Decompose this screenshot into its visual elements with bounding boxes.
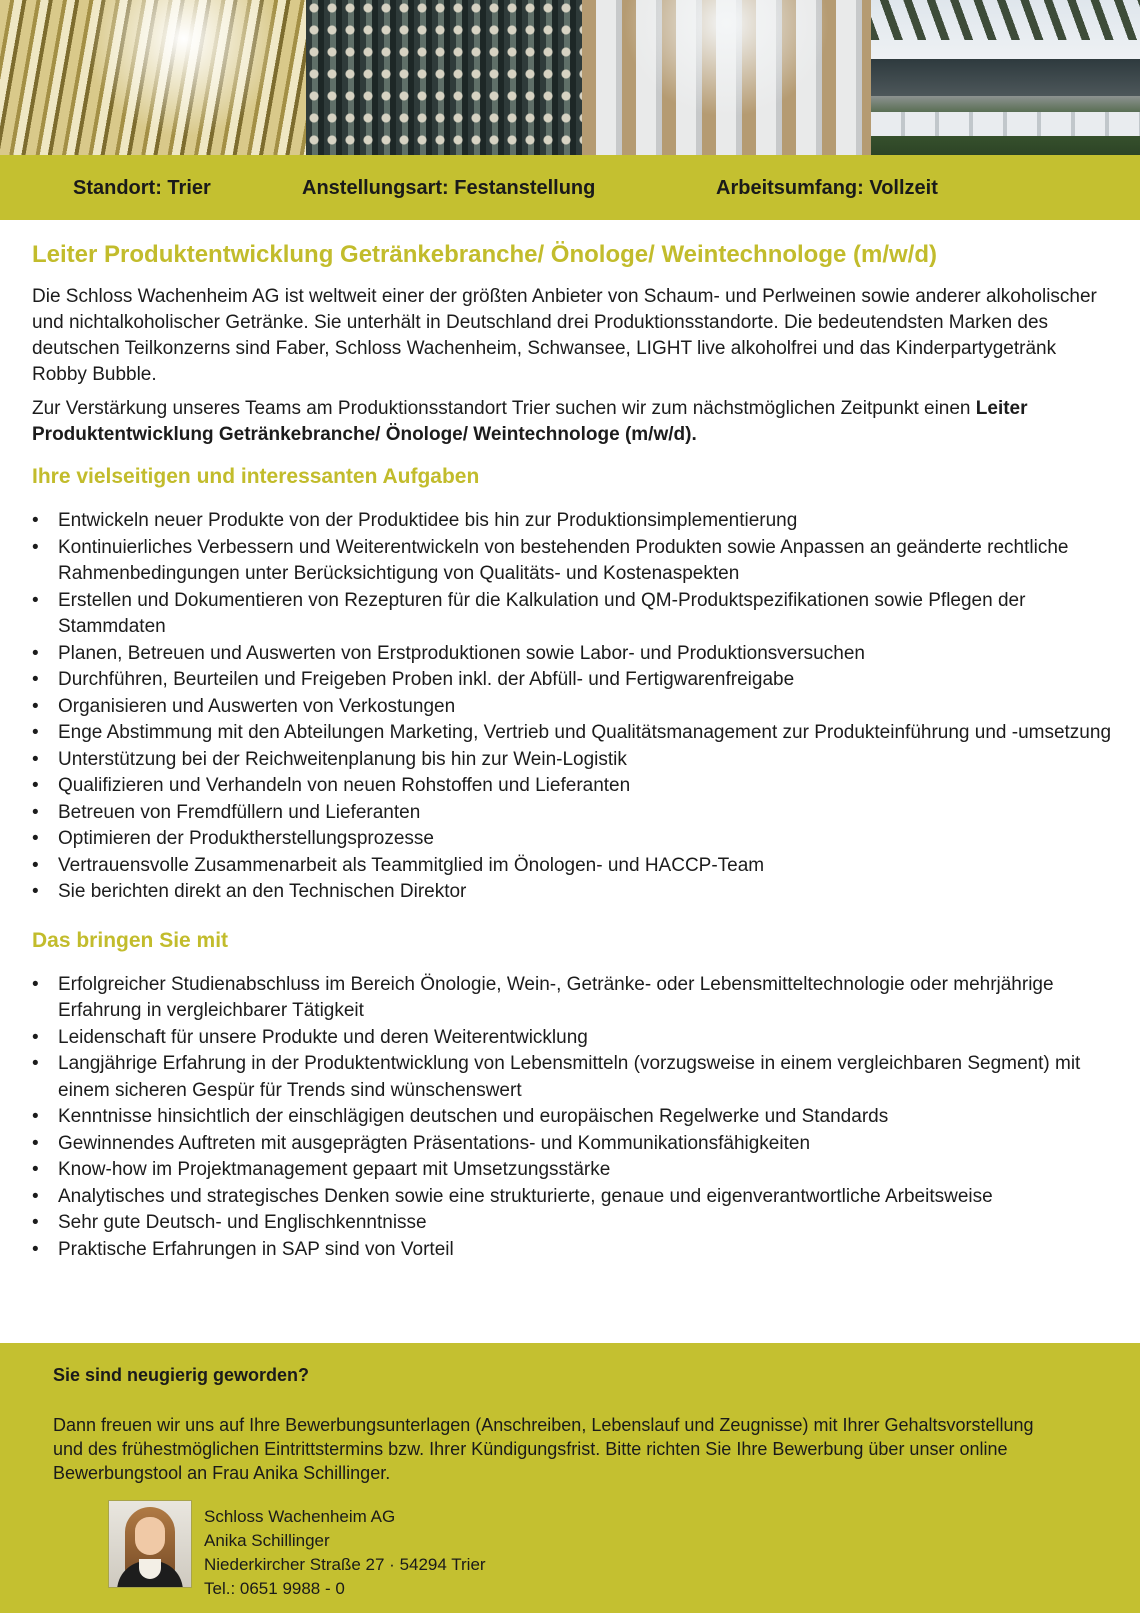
requirement-item: • Sehr gute Deutsch- und Englischkenntnisse — [32, 1210, 1112, 1237]
application-instructions: Dann freuen wir uns auf Ihre Bewerbungsunterlagen (Anschreiben, Lebenslauf und Zeugnisse) mit Ihrer Gehaltsvorstellung und des frühestmöglichen Eintrittstermins bzw. Ihrer Kündigungsfrist. Bitte richten Sie Ihre Bewerbung über unser online Bewerbungstool an Frau Anika Schillinger. — [53, 1415, 1034, 1483]
requirement-item: • Praktische Erfahrungen in SAP sind von Vorteil — [32, 1237, 1112, 1264]
search-lead-text: Zur Verstärkung unseres Teams am Produktionsstandort Trier suchen wir zum nächstmöglichen Zeitpunkt einen — [32, 398, 976, 419]
work-scope-label: Arbeitsumfang: Vollzeit — [716, 177, 938, 199]
search-position-bold: Leiter Produktentwicklung Getränkebranche/ Önologe/ Weintechnologe (m/w/d). — [32, 398, 1028, 445]
task-item: • Planen, Betreuen und Auswerten von Erstproduktionen sowie Labor- und Produktionsversuchen — [32, 641, 1112, 668]
employment-type-label: Anstellungsart: Festanstellung — [302, 177, 596, 199]
job-info-bar — [0, 155, 1140, 220]
search-paragraph — [32, 396, 1112, 448]
photo-company-building — [871, 0, 1140, 155]
profile-heading: Das bringen Sie mit — [32, 928, 229, 952]
requirement-item: • Gewinnendes Auftreten mit ausgeprägten Präsentations- und Kommunikationsfähigkeiten — [32, 1131, 1112, 1158]
photo-filling-machine — [582, 0, 871, 155]
task-item: • Enge Abstimmung mit den Abteilungen Marketing, Vertrieb und Qualitätsmanagement zur Produkteinführung und -umsetzung — [32, 720, 1112, 747]
contact-phone: Tel.: 0651 9988 - 0 — [204, 1579, 345, 1598]
contact-person-photo — [108, 1500, 192, 1588]
task-item: • Kontinuierliches Verbessern und Weiterentwickeln von bestehenden Produkten sowie Anpassen an geänderte rechtliche Rahmenbedingungen unter Berücksichtigung von Qualitäts- und Kostenaspekten — [32, 535, 1112, 588]
photo-bottle-line — [0, 0, 306, 155]
company-intro: Die Schloss Wachenheim AG ist weltweit einer der größten Anbieter von Schaum- und Perlweinen sowie anderer alkoholischer und nichtalkoholischer Getränke. Sie unterhält in Deutschland drei Produktionsstandorte. Die bedeutendsten Marken des deutschen Teilkonzerns sind Faber, Schloss Wachenheim, Schwansee, LIGHT live alkoholfrei und das Kinderpartygetränk Robby Bubble. — [32, 286, 1097, 385]
task-item: • Unterstützung bei der Reichweitenplanung bis hin zur Wein-Logistik — [32, 747, 1112, 774]
tasks-list — [32, 508, 1112, 906]
photo-bottles-corked — [306, 0, 582, 155]
task-item: • Durchführen, Beurteilen und Freigeben Proben inkl. der Abfüll- und Fertigwarenfreigabe — [32, 667, 1112, 694]
task-item: • Optimieren der Produktherstellungsprozesse — [32, 826, 1112, 853]
task-item: • Erstellen und Dokumentieren von Rezepturen für die Kalkulation und QM-Produktspezifikationen sowie Pflegen der Stammdaten — [32, 588, 1112, 641]
task-item: • Betreuen von Fremdfüllern und Lieferanten — [32, 800, 1112, 827]
task-item: • Qualifizieren und Verhandeln von neuen Rohstoffen und Lieferanten — [32, 773, 1112, 800]
contact-address: Niederkircher Straße 27 · 54294 Trier — [204, 1555, 486, 1574]
requirements-list — [32, 972, 1112, 1264]
task-item: • Entwickeln neuer Produkte von der Produktidee bis hin zur Produktionsimplementierung — [32, 508, 1112, 535]
job-content — [32, 238, 1112, 1263]
contact-block — [204, 1505, 486, 1601]
requirement-item: • Erfolgreicher Studienabschluss im Bereich Önologie, Wein-, Getränke- oder Lebensmitteltechnologie oder mehrjährige Erfahrung in vergleichbarer Tätigkeit — [32, 972, 1112, 1025]
tasks-heading: Ihre vielseitigen und interessanten Aufgaben — [32, 465, 480, 488]
job-title: Leiter Produktentwicklung Getränkebranche/ Önologe/ Weintechnologe (m/w/d) — [32, 241, 938, 268]
header-photo-strip — [0, 0, 1140, 155]
task-item: • Vertrauensvolle Zusammenarbeit als Teammitglied im Önologen- und HACCP-Team — [32, 853, 1112, 880]
task-item: • Organisieren und Auswerten von Verkostungen — [32, 694, 1112, 721]
requirement-item: • Kenntnisse hinsichtlich der einschlägigen deutschen und europäischen Regelwerke und Standards — [32, 1104, 1112, 1131]
application-footer — [0, 1343, 1140, 1613]
requirement-item: • Leidenschaft für unsere Produkte und deren Weiterentwicklung — [32, 1025, 1112, 1052]
location-label: Standort: Trier — [73, 177, 211, 199]
requirement-item: • Know-how im Projektmanagement gepaart mit Umsetzungsstärke — [32, 1157, 1112, 1184]
task-item: • Sie berichten direkt an den Technischen Direktor — [32, 879, 1112, 906]
requirement-item: • Langjährige Erfahrung in der Produktentwicklung von Lebensmitteln (vorzugsweise in einem vergleichbaren Segment) mit einem sicheren Gespür für Trends sind wünschenswert — [32, 1051, 1112, 1104]
contact-name: Anika Schillinger — [204, 1531, 330, 1550]
contact-company: Schloss Wachenheim AG — [204, 1507, 396, 1526]
requirement-item: • Analytisches und strategisches Denken sowie eine strukturierte, genaue und eigenverantwortliche Arbeitsweise — [32, 1184, 1112, 1211]
footer-heading: Sie sind neugierig geworden? — [53, 1365, 310, 1385]
